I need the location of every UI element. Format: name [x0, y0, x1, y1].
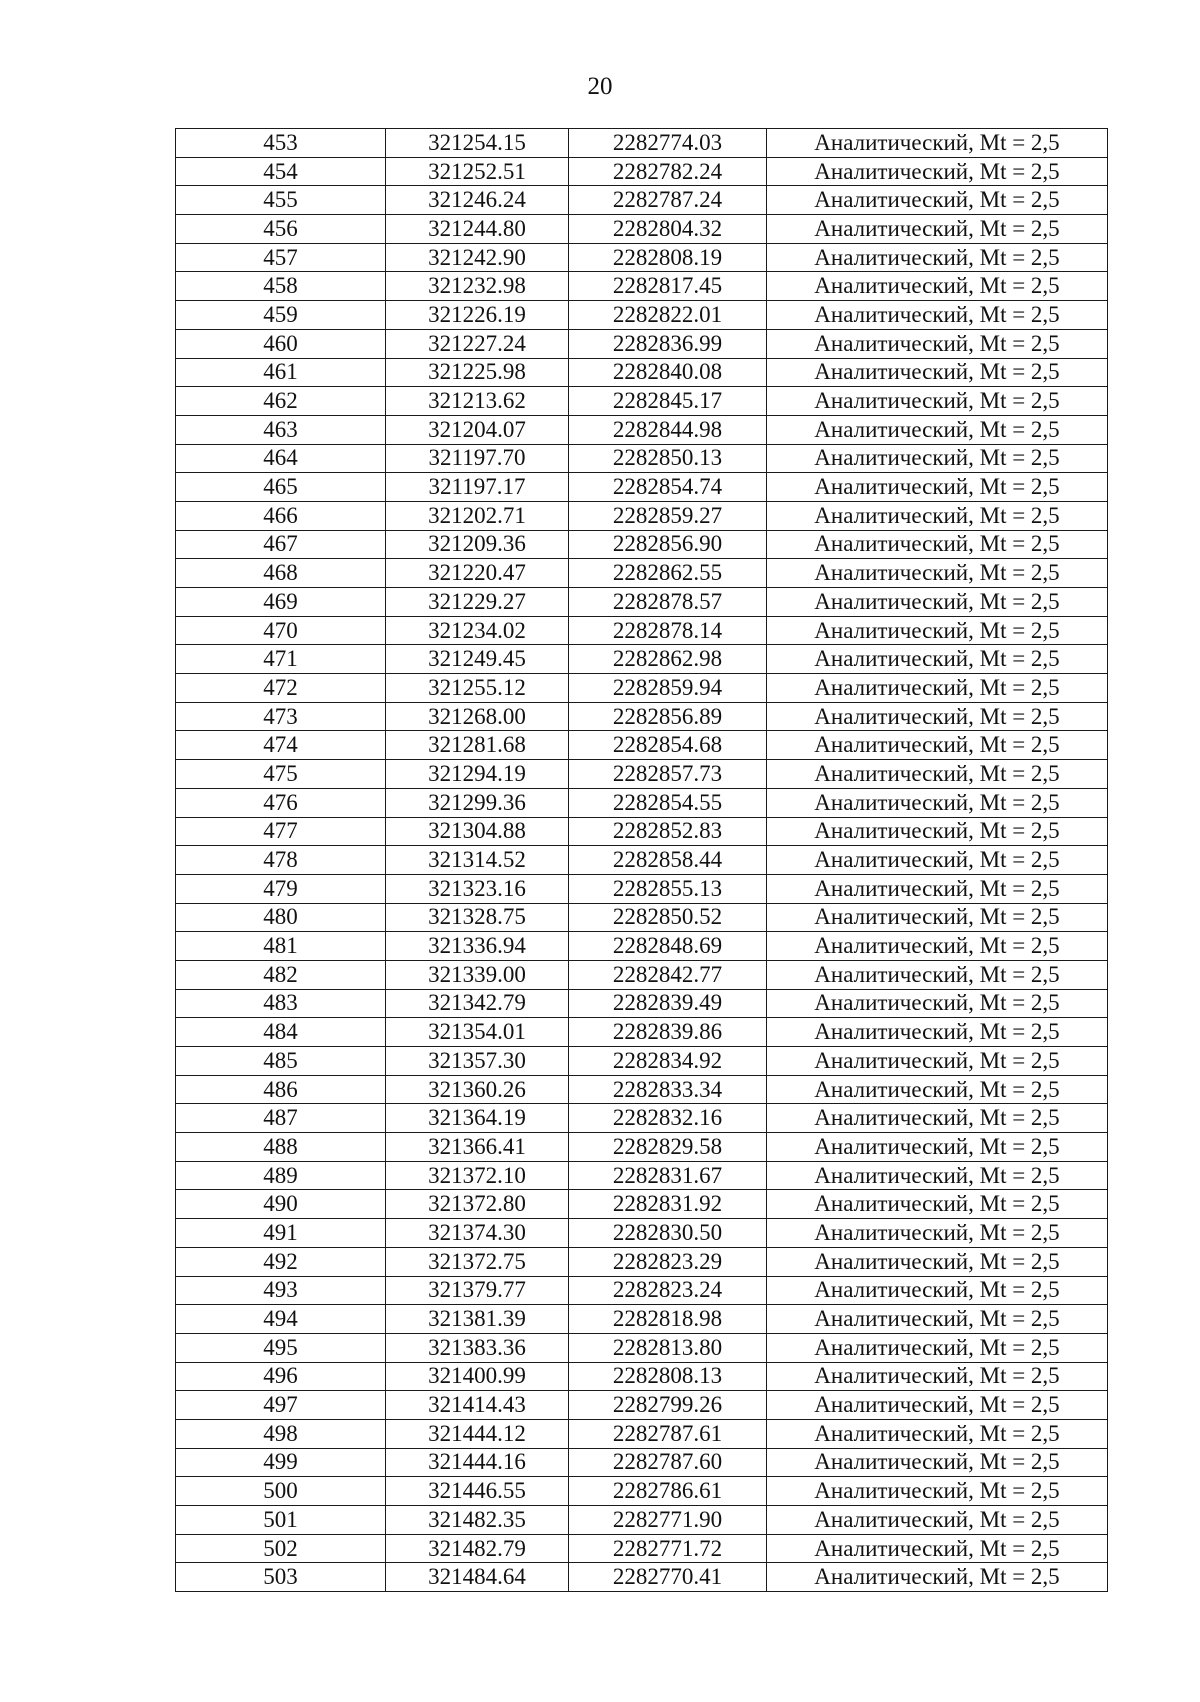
method-cell: Аналитический, Mt = 2,5 [767, 1534, 1108, 1563]
table-row [176, 1391, 1108, 1420]
coordinates-table-body [176, 129, 1108, 1592]
method-cell: Аналитический, Mt = 2,5 [767, 1190, 1108, 1219]
table-row [176, 473, 1108, 502]
x-coordinate-cell: 321299.36 [386, 788, 569, 817]
y-coordinate-cell: 2282852.83 [569, 817, 767, 846]
table-row [176, 559, 1108, 588]
method-cell: Аналитический, Mt = 2,5 [767, 645, 1108, 674]
table-row [176, 903, 1108, 932]
point-number-cell: 464 [176, 444, 386, 473]
table-row [176, 1305, 1108, 1334]
table-row [176, 932, 1108, 961]
y-coordinate-cell: 2282839.86 [569, 1018, 767, 1047]
table-row [176, 1190, 1108, 1219]
method-cell: Аналитический, Mt = 2,5 [767, 1391, 1108, 1420]
point-number-cell: 473 [176, 702, 386, 731]
table-row [176, 674, 1108, 703]
y-coordinate-cell: 2282856.89 [569, 702, 767, 731]
method-cell: Аналитический, Mt = 2,5 [767, 1219, 1108, 1248]
y-coordinate-cell: 2282842.77 [569, 960, 767, 989]
x-coordinate-cell: 321304.88 [386, 817, 569, 846]
point-number-cell: 478 [176, 846, 386, 875]
table-row [176, 731, 1108, 760]
x-coordinate-cell: 321383.36 [386, 1333, 569, 1362]
method-cell: Аналитический, Mt = 2,5 [767, 387, 1108, 416]
y-coordinate-cell: 2282878.57 [569, 588, 767, 617]
table-row [176, 1477, 1108, 1506]
table-row [176, 301, 1108, 330]
table-row [176, 444, 1108, 473]
method-cell: Аналитический, Mt = 2,5 [767, 1448, 1108, 1477]
table-row [176, 1018, 1108, 1047]
x-coordinate-cell: 321484.64 [386, 1563, 569, 1592]
x-coordinate-cell: 321360.26 [386, 1075, 569, 1104]
x-coordinate-cell: 321374.30 [386, 1219, 569, 1248]
point-number-cell: 486 [176, 1075, 386, 1104]
x-coordinate-cell: 321414.43 [386, 1391, 569, 1420]
point-number-cell: 463 [176, 415, 386, 444]
y-coordinate-cell: 2282799.26 [569, 1391, 767, 1420]
y-coordinate-cell: 2282787.61 [569, 1419, 767, 1448]
method-cell: Аналитический, Mt = 2,5 [767, 817, 1108, 846]
y-coordinate-cell: 2282782.24 [569, 157, 767, 186]
point-number-cell: 498 [176, 1419, 386, 1448]
x-coordinate-cell: 321444.16 [386, 1448, 569, 1477]
y-coordinate-cell: 2282787.24 [569, 186, 767, 215]
point-number-cell: 497 [176, 1391, 386, 1420]
method-cell: Аналитический, Mt = 2,5 [767, 1305, 1108, 1334]
point-number-cell: 503 [176, 1563, 386, 1592]
x-coordinate-cell: 321220.47 [386, 559, 569, 588]
method-cell: Аналитический, Mt = 2,5 [767, 1362, 1108, 1391]
x-coordinate-cell: 321482.79 [386, 1534, 569, 1563]
point-number-cell: 495 [176, 1333, 386, 1362]
y-coordinate-cell: 2282831.67 [569, 1161, 767, 1190]
method-cell: Аналитический, Mt = 2,5 [767, 1563, 1108, 1592]
method-cell: Аналитический, Mt = 2,5 [767, 559, 1108, 588]
y-coordinate-cell: 2282856.90 [569, 530, 767, 559]
method-cell: Аналитический, Mt = 2,5 [767, 358, 1108, 387]
method-cell: Аналитический, Mt = 2,5 [767, 530, 1108, 559]
table-row [176, 215, 1108, 244]
x-coordinate-cell: 321372.75 [386, 1247, 569, 1276]
method-cell: Аналитический, Mt = 2,5 [767, 215, 1108, 244]
point-number-cell: 467 [176, 530, 386, 559]
x-coordinate-cell: 321354.01 [386, 1018, 569, 1047]
y-coordinate-cell: 2282832.16 [569, 1104, 767, 1133]
y-coordinate-cell: 2282840.08 [569, 358, 767, 387]
x-coordinate-cell: 321197.70 [386, 444, 569, 473]
x-coordinate-cell: 321339.00 [386, 960, 569, 989]
y-coordinate-cell: 2282878.14 [569, 616, 767, 645]
x-coordinate-cell: 321246.24 [386, 186, 569, 215]
point-number-cell: 470 [176, 616, 386, 645]
method-cell: Аналитический, Mt = 2,5 [767, 301, 1108, 330]
x-coordinate-cell: 321204.07 [386, 415, 569, 444]
point-number-cell: 479 [176, 874, 386, 903]
method-cell: Аналитический, Mt = 2,5 [767, 444, 1108, 473]
point-number-cell: 472 [176, 674, 386, 703]
x-coordinate-cell: 321202.71 [386, 501, 569, 530]
x-coordinate-cell: 321197.17 [386, 473, 569, 502]
y-coordinate-cell: 2282771.90 [569, 1506, 767, 1535]
x-coordinate-cell: 321232.98 [386, 272, 569, 301]
x-coordinate-cell: 321372.80 [386, 1190, 569, 1219]
coordinates-table [175, 128, 1108, 1592]
y-coordinate-cell: 2282836.99 [569, 329, 767, 358]
point-number-cell: 462 [176, 387, 386, 416]
point-number-cell: 458 [176, 272, 386, 301]
table-row [176, 616, 1108, 645]
point-number-cell: 459 [176, 301, 386, 330]
y-coordinate-cell: 2282855.13 [569, 874, 767, 903]
y-coordinate-cell: 2282854.74 [569, 473, 767, 502]
y-coordinate-cell: 2282850.52 [569, 903, 767, 932]
point-number-cell: 469 [176, 588, 386, 617]
table-row [176, 1506, 1108, 1535]
point-number-cell: 496 [176, 1362, 386, 1391]
x-coordinate-cell: 321227.24 [386, 329, 569, 358]
table-row [176, 645, 1108, 674]
x-coordinate-cell: 321444.12 [386, 1419, 569, 1448]
point-number-cell: 488 [176, 1133, 386, 1162]
x-coordinate-cell: 321213.62 [386, 387, 569, 416]
method-cell: Аналитический, Mt = 2,5 [767, 329, 1108, 358]
y-coordinate-cell: 2282862.98 [569, 645, 767, 674]
method-cell: Аналитический, Mt = 2,5 [767, 588, 1108, 617]
y-coordinate-cell: 2282787.60 [569, 1448, 767, 1477]
y-coordinate-cell: 2282774.03 [569, 129, 767, 158]
method-cell: Аналитический, Mt = 2,5 [767, 874, 1108, 903]
table-row [176, 1419, 1108, 1448]
y-coordinate-cell: 2282839.49 [569, 989, 767, 1018]
x-coordinate-cell: 321400.99 [386, 1362, 569, 1391]
y-coordinate-cell: 2282770.41 [569, 1563, 767, 1592]
y-coordinate-cell: 2282845.17 [569, 387, 767, 416]
y-coordinate-cell: 2282854.55 [569, 788, 767, 817]
method-cell: Аналитический, Mt = 2,5 [767, 1247, 1108, 1276]
point-number-cell: 466 [176, 501, 386, 530]
point-number-cell: 474 [176, 731, 386, 760]
point-number-cell: 487 [176, 1104, 386, 1133]
method-cell: Аналитический, Mt = 2,5 [767, 788, 1108, 817]
method-cell: Аналитический, Mt = 2,5 [767, 501, 1108, 530]
x-coordinate-cell: 321328.75 [386, 903, 569, 932]
table-row [176, 588, 1108, 617]
point-number-cell: 501 [176, 1506, 386, 1535]
table-row [176, 1333, 1108, 1362]
method-cell: Аналитический, Mt = 2,5 [767, 731, 1108, 760]
table-row [176, 387, 1108, 416]
method-cell: Аналитический, Mt = 2,5 [767, 1419, 1108, 1448]
method-cell: Аналитический, Mt = 2,5 [767, 1047, 1108, 1076]
point-number-cell: 457 [176, 243, 386, 272]
method-cell: Аналитический, Mt = 2,5 [767, 1276, 1108, 1305]
table-row [176, 1047, 1108, 1076]
method-cell: Аналитический, Mt = 2,5 [767, 932, 1108, 961]
table-row [176, 702, 1108, 731]
table-row [176, 846, 1108, 875]
point-number-cell: 475 [176, 760, 386, 789]
method-cell: Аналитический, Mt = 2,5 [767, 1506, 1108, 1535]
y-coordinate-cell: 2282831.92 [569, 1190, 767, 1219]
point-number-cell: 471 [176, 645, 386, 674]
table-row [176, 501, 1108, 530]
table-row [176, 1075, 1108, 1104]
x-coordinate-cell: 321336.94 [386, 932, 569, 961]
y-coordinate-cell: 2282823.29 [569, 1247, 767, 1276]
point-number-cell: 456 [176, 215, 386, 244]
method-cell: Аналитический, Mt = 2,5 [767, 272, 1108, 301]
method-cell: Аналитический, Mt = 2,5 [767, 903, 1108, 932]
point-number-cell: 494 [176, 1305, 386, 1334]
table-row [176, 358, 1108, 387]
point-number-cell: 502 [176, 1534, 386, 1563]
table-row [176, 186, 1108, 215]
method-cell: Аналитический, Mt = 2,5 [767, 674, 1108, 703]
x-coordinate-cell: 321209.36 [386, 530, 569, 559]
point-number-cell: 499 [176, 1448, 386, 1477]
point-number-cell: 480 [176, 903, 386, 932]
point-number-cell: 481 [176, 932, 386, 961]
method-cell: Аналитический, Mt = 2,5 [767, 1075, 1108, 1104]
point-number-cell: 484 [176, 1018, 386, 1047]
y-coordinate-cell: 2282786.61 [569, 1477, 767, 1506]
table-row [176, 1219, 1108, 1248]
x-coordinate-cell: 321252.51 [386, 157, 569, 186]
point-number-cell: 476 [176, 788, 386, 817]
table-row [176, 1133, 1108, 1162]
method-cell: Аналитический, Mt = 2,5 [767, 1477, 1108, 1506]
table-row [176, 530, 1108, 559]
x-coordinate-cell: 321268.00 [386, 702, 569, 731]
y-coordinate-cell: 2282823.24 [569, 1276, 767, 1305]
point-number-cell: 454 [176, 157, 386, 186]
page-number: 20 [587, 73, 613, 100]
x-coordinate-cell: 321372.10 [386, 1161, 569, 1190]
x-coordinate-cell: 321225.98 [386, 358, 569, 387]
method-cell: Аналитический, Mt = 2,5 [767, 157, 1108, 186]
y-coordinate-cell: 2282771.72 [569, 1534, 767, 1563]
table-row [176, 788, 1108, 817]
y-coordinate-cell: 2282818.98 [569, 1305, 767, 1334]
point-number-cell: 465 [176, 473, 386, 502]
y-coordinate-cell: 2282854.68 [569, 731, 767, 760]
point-number-cell: 482 [176, 960, 386, 989]
point-number-cell: 491 [176, 1219, 386, 1248]
y-coordinate-cell: 2282859.27 [569, 501, 767, 530]
y-coordinate-cell: 2282808.19 [569, 243, 767, 272]
x-coordinate-cell: 321255.12 [386, 674, 569, 703]
method-cell: Аналитический, Mt = 2,5 [767, 1018, 1108, 1047]
method-cell: Аналитический, Mt = 2,5 [767, 846, 1108, 875]
method-cell: Аналитический, Mt = 2,5 [767, 702, 1108, 731]
point-number-cell: 493 [176, 1276, 386, 1305]
table-row [176, 1104, 1108, 1133]
x-coordinate-cell: 321381.39 [386, 1305, 569, 1334]
point-number-cell: 490 [176, 1190, 386, 1219]
point-number-cell: 483 [176, 989, 386, 1018]
point-number-cell: 461 [176, 358, 386, 387]
x-coordinate-cell: 321234.02 [386, 616, 569, 645]
y-coordinate-cell: 2282844.98 [569, 415, 767, 444]
table-row [176, 760, 1108, 789]
y-coordinate-cell: 2282857.73 [569, 760, 767, 789]
x-coordinate-cell: 321281.68 [386, 731, 569, 760]
table-row [176, 329, 1108, 358]
point-number-cell: 485 [176, 1047, 386, 1076]
y-coordinate-cell: 2282833.34 [569, 1075, 767, 1104]
table-row [176, 129, 1108, 158]
point-number-cell: 492 [176, 1247, 386, 1276]
y-coordinate-cell: 2282813.80 [569, 1333, 767, 1362]
method-cell: Аналитический, Mt = 2,5 [767, 1161, 1108, 1190]
method-cell: Аналитический, Mt = 2,5 [767, 243, 1108, 272]
x-coordinate-cell: 321254.15 [386, 129, 569, 158]
x-coordinate-cell: 321323.16 [386, 874, 569, 903]
table-row [176, 272, 1108, 301]
y-coordinate-cell: 2282817.45 [569, 272, 767, 301]
x-coordinate-cell: 321364.19 [386, 1104, 569, 1133]
table-row [176, 960, 1108, 989]
table-row [176, 1448, 1108, 1477]
x-coordinate-cell: 321229.27 [386, 588, 569, 617]
x-coordinate-cell: 321342.79 [386, 989, 569, 1018]
x-coordinate-cell: 321446.55 [386, 1477, 569, 1506]
x-coordinate-cell: 321294.19 [386, 760, 569, 789]
y-coordinate-cell: 2282848.69 [569, 932, 767, 961]
point-number-cell: 468 [176, 559, 386, 588]
point-number-cell: 500 [176, 1477, 386, 1506]
method-cell: Аналитический, Mt = 2,5 [767, 1104, 1108, 1133]
x-coordinate-cell: 321226.19 [386, 301, 569, 330]
point-number-cell: 460 [176, 329, 386, 358]
point-number-cell: 489 [176, 1161, 386, 1190]
x-coordinate-cell: 321379.77 [386, 1276, 569, 1305]
table-row [176, 415, 1108, 444]
x-coordinate-cell: 321249.45 [386, 645, 569, 674]
table-row [176, 1247, 1108, 1276]
method-cell: Аналитический, Mt = 2,5 [767, 415, 1108, 444]
method-cell: Аналитический, Mt = 2,5 [767, 960, 1108, 989]
table-row [176, 1276, 1108, 1305]
y-coordinate-cell: 2282862.55 [569, 559, 767, 588]
table-row [176, 1362, 1108, 1391]
table-row [176, 1534, 1108, 1563]
y-coordinate-cell: 2282858.44 [569, 846, 767, 875]
x-coordinate-cell: 321244.80 [386, 215, 569, 244]
method-cell: Аналитический, Mt = 2,5 [767, 760, 1108, 789]
point-number-cell: 477 [176, 817, 386, 846]
method-cell: Аналитический, Mt = 2,5 [767, 1333, 1108, 1362]
y-coordinate-cell: 2282829.58 [569, 1133, 767, 1162]
y-coordinate-cell: 2282804.32 [569, 215, 767, 244]
table-row [176, 874, 1108, 903]
table-row [176, 1161, 1108, 1190]
y-coordinate-cell: 2282822.01 [569, 301, 767, 330]
x-coordinate-cell: 321366.41 [386, 1133, 569, 1162]
method-cell: Аналитический, Mt = 2,5 [767, 989, 1108, 1018]
table-row [176, 1563, 1108, 1592]
x-coordinate-cell: 321357.30 [386, 1047, 569, 1076]
x-coordinate-cell: 321482.35 [386, 1506, 569, 1535]
y-coordinate-cell: 2282808.13 [569, 1362, 767, 1391]
y-coordinate-cell: 2282834.92 [569, 1047, 767, 1076]
table-row [176, 817, 1108, 846]
method-cell: Аналитический, Mt = 2,5 [767, 473, 1108, 502]
x-coordinate-cell: 321242.90 [386, 243, 569, 272]
method-cell: Аналитический, Mt = 2,5 [767, 186, 1108, 215]
x-coordinate-cell: 321314.52 [386, 846, 569, 875]
y-coordinate-cell: 2282859.94 [569, 674, 767, 703]
method-cell: Аналитический, Mt = 2,5 [767, 1133, 1108, 1162]
table-row [176, 989, 1108, 1018]
y-coordinate-cell: 2282850.13 [569, 444, 767, 473]
point-number-cell: 455 [176, 186, 386, 215]
point-number-cell: 453 [176, 129, 386, 158]
table-row [176, 243, 1108, 272]
y-coordinate-cell: 2282830.50 [569, 1219, 767, 1248]
method-cell: Аналитический, Mt = 2,5 [767, 616, 1108, 645]
table-row [176, 157, 1108, 186]
method-cell: Аналитический, Mt = 2,5 [767, 129, 1108, 158]
